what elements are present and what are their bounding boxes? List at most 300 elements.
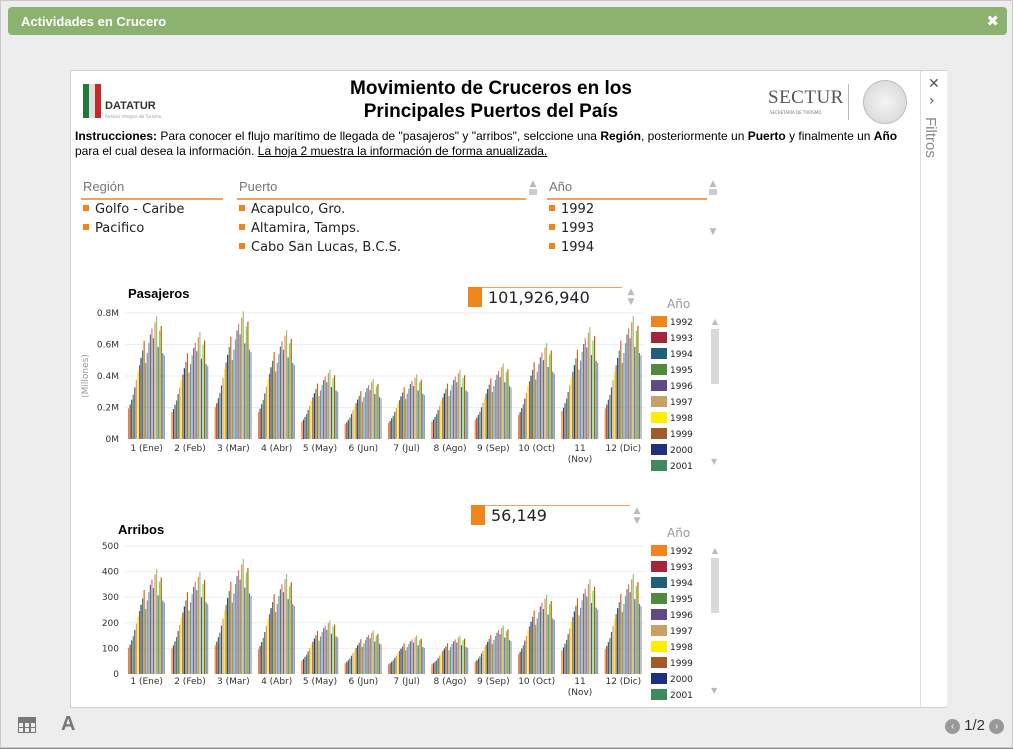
bar <box>619 351 620 439</box>
bar <box>637 582 638 674</box>
legend-item-1995[interactable] <box>651 592 693 608</box>
bar <box>399 651 400 674</box>
bar <box>303 659 304 674</box>
bar <box>506 372 507 439</box>
legend-item-1993[interactable] <box>651 560 693 576</box>
bar <box>608 400 609 439</box>
bar <box>566 399 567 439</box>
scroll-down-icon[interactable]: ▼ <box>633 516 641 526</box>
bar <box>495 380 496 439</box>
bar <box>591 355 592 439</box>
bar <box>438 410 439 439</box>
bar <box>281 584 282 674</box>
flag-icon <box>83 84 101 118</box>
legend-item-1992[interactable] <box>651 544 693 560</box>
bar <box>548 367 549 439</box>
bar <box>408 389 409 439</box>
bar <box>614 371 615 439</box>
bar <box>530 622 531 674</box>
bar <box>326 630 327 674</box>
legend-item-1994[interactable] <box>651 347 693 363</box>
bar <box>137 371 138 439</box>
bar <box>554 620 555 674</box>
bar <box>374 394 375 439</box>
page-title <box>301 77 681 123</box>
bar <box>346 422 347 439</box>
x-tick-label: 2 (Feb) <box>174 444 206 454</box>
close-filters-icon[interactable]: ✕ <box>928 76 940 92</box>
bar <box>329 370 330 439</box>
bar <box>222 378 223 439</box>
bar <box>630 592 631 674</box>
filters-label[interactable]: Filtros <box>922 117 939 158</box>
font-size-icon[interactable]: A <box>61 713 76 735</box>
bar <box>438 658 439 674</box>
legend-item-1998[interactable] <box>651 411 693 427</box>
bar <box>396 408 397 439</box>
bar <box>586 596 587 674</box>
bar <box>418 645 419 674</box>
legend-swatch <box>651 316 667 327</box>
bar <box>322 632 323 674</box>
instructions-part3: y finalmente un <box>785 129 874 143</box>
bar <box>399 400 400 439</box>
legend-item-1999[interactable] <box>651 427 693 443</box>
region-item-golfo-caribe[interactable] <box>81 200 223 219</box>
bar <box>614 619 615 674</box>
bar <box>312 642 313 674</box>
bar <box>230 582 231 674</box>
bar <box>348 420 349 439</box>
legend-item-1995[interactable] <box>651 363 693 379</box>
bar <box>174 405 175 439</box>
bar <box>577 598 578 674</box>
bar <box>456 643 457 674</box>
legend-item-1997[interactable] <box>651 395 693 411</box>
bar <box>204 580 205 674</box>
bar <box>422 394 423 439</box>
bar <box>366 388 367 439</box>
legend-item-2001[interactable] <box>651 459 693 475</box>
legend-item-1994[interactable] <box>651 576 693 592</box>
bar <box>441 653 442 674</box>
region-item-label: Golfo - Caribe <box>95 202 185 217</box>
legend-label: 1995 <box>670 595 693 605</box>
bar <box>404 387 405 439</box>
bar <box>261 642 262 674</box>
bar <box>631 579 632 674</box>
bar <box>478 415 479 439</box>
anio-item-1992[interactable] <box>547 200 707 219</box>
bar <box>466 647 467 674</box>
scroll-down-icon[interactable]: ▼ <box>709 227 717 237</box>
bar <box>589 579 590 674</box>
bar <box>187 592 188 674</box>
bar <box>439 406 440 439</box>
bar <box>459 636 460 674</box>
scroll-up-icon[interactable]: ▲ <box>711 317 719 326</box>
bar <box>184 368 185 439</box>
bar <box>580 361 581 439</box>
legend-swatch <box>651 396 667 407</box>
instructions-lead: Instrucciones: <box>75 129 158 143</box>
bar <box>456 382 457 439</box>
bar <box>227 355 228 439</box>
bar <box>306 414 307 439</box>
scroll-thumb[interactable] <box>709 189 717 195</box>
bar <box>246 327 247 439</box>
bar <box>346 662 347 674</box>
region-item-pacifico[interactable] <box>81 219 223 238</box>
sectur-logo <box>765 80 911 124</box>
bar <box>362 402 363 439</box>
collapse-filters-icon[interactable]: › <box>929 93 935 109</box>
bar <box>569 385 570 439</box>
anio-slicer <box>547 179 707 257</box>
legend-label: 1997 <box>670 627 693 637</box>
bar <box>630 338 631 439</box>
filters-pane[interactable] <box>920 71 947 707</box>
bar <box>467 392 468 439</box>
bar <box>140 605 141 674</box>
puerto-item-altamira[interactable] <box>237 219 526 238</box>
bar <box>482 651 483 674</box>
bar <box>348 660 349 674</box>
bullet-icon <box>549 224 555 230</box>
bar <box>537 618 538 674</box>
bar <box>612 380 613 439</box>
bar <box>458 373 459 439</box>
bar <box>373 630 374 674</box>
bar <box>198 337 199 439</box>
puerto-item-cabo-san-lucas[interactable] <box>237 238 526 257</box>
bar <box>314 639 315 674</box>
bar <box>240 580 241 674</box>
legend-arribos-scrollbar[interactable] <box>711 546 719 695</box>
bar <box>147 353 148 439</box>
bar <box>475 662 476 674</box>
bar <box>288 357 289 439</box>
bar <box>379 397 380 439</box>
bar <box>360 639 361 674</box>
legend-pasajeros <box>651 297 693 475</box>
bar <box>577 350 578 439</box>
bar <box>388 423 389 439</box>
legend-item-2001[interactable] <box>651 688 693 704</box>
bar <box>190 364 191 439</box>
bar <box>226 605 227 674</box>
bar <box>538 612 539 674</box>
bar <box>609 638 610 674</box>
bar <box>564 403 565 439</box>
legend-label: 1996 <box>670 382 693 392</box>
bar <box>481 407 482 439</box>
legend-item-2000[interactable] <box>651 443 693 459</box>
bar <box>181 380 182 439</box>
bar <box>523 404 524 439</box>
scroll-up-icon[interactable]: ▲ <box>529 179 537 189</box>
legend-item-1997[interactable] <box>651 624 693 640</box>
bar <box>250 352 251 439</box>
bar <box>388 664 389 674</box>
instructions-puerto: Puerto <box>747 129 786 143</box>
bar <box>628 328 629 439</box>
bar <box>280 589 281 674</box>
bar <box>490 635 491 674</box>
legend-item-2000[interactable] <box>651 672 693 688</box>
bar <box>563 408 564 439</box>
bar <box>354 406 355 439</box>
bar <box>308 651 309 674</box>
bar <box>404 643 405 674</box>
puerto-item-acapulco[interactable] <box>237 200 526 219</box>
bar <box>187 353 188 439</box>
bar <box>527 386 528 439</box>
bar <box>434 417 435 439</box>
page-indicator: 1/2 <box>964 717 985 734</box>
bar <box>349 417 350 439</box>
bar <box>616 614 617 674</box>
x-tick-label: 12 (Dic) <box>605 444 642 454</box>
bar <box>411 639 412 674</box>
legend-item-1999[interactable] <box>651 656 693 672</box>
bar <box>158 595 159 674</box>
bar <box>608 642 609 674</box>
bar <box>620 594 621 674</box>
anio-slicer-header: Año <box>547 179 707 200</box>
bar <box>266 387 267 439</box>
bar <box>337 637 338 674</box>
legend-label: 1999 <box>670 659 693 669</box>
bar <box>439 656 440 674</box>
window-titlebar <box>8 7 1007 35</box>
sheet2-link[interactable]: La hoja 2 muestra la información de forma anualizada. <box>257 144 548 158</box>
pager <box>945 717 1004 734</box>
bar <box>374 641 375 674</box>
bar <box>357 399 358 439</box>
bar <box>224 369 225 439</box>
bar <box>323 628 324 674</box>
bar <box>336 636 337 674</box>
bar <box>238 324 239 439</box>
y-tick-label: 500 <box>101 542 119 552</box>
bar <box>509 386 510 439</box>
bar <box>617 358 618 439</box>
scroll-thumb[interactable] <box>711 329 719 384</box>
bar <box>433 663 434 674</box>
close-icon[interactable]: ✖ <box>986 12 999 30</box>
bar <box>397 403 398 439</box>
bar <box>278 354 279 439</box>
legend-item-1992[interactable] <box>651 315 693 331</box>
bar <box>283 592 284 674</box>
bar <box>247 322 248 439</box>
x-tick-label: 2 (Feb) <box>174 677 206 687</box>
bar <box>151 328 152 439</box>
scroll-thumb[interactable] <box>711 558 719 613</box>
bar <box>489 385 490 439</box>
bar <box>552 372 553 439</box>
scroll-up-icon[interactable]: ▲ <box>709 179 717 189</box>
bar <box>301 422 302 439</box>
bar <box>136 624 137 674</box>
bar <box>371 382 372 439</box>
legend-label: 1998 <box>670 414 693 424</box>
bar <box>201 359 202 439</box>
bar <box>365 392 366 439</box>
bar <box>535 379 536 439</box>
bar <box>174 641 175 674</box>
bar <box>489 639 490 674</box>
bar <box>161 326 162 439</box>
bar <box>232 603 233 674</box>
bar <box>421 639 422 674</box>
bar <box>537 372 538 439</box>
legend-swatch <box>651 561 667 572</box>
kpi-arribos-value: 56,149 <box>491 506 547 525</box>
bar <box>356 403 357 439</box>
bar <box>493 386 494 439</box>
bar <box>529 381 530 439</box>
bar <box>597 363 598 439</box>
bar <box>588 333 589 439</box>
chart-title-arribos: Arribos <box>118 522 165 537</box>
next-page-icon[interactable]: › <box>989 719 1004 734</box>
legend-item-1998[interactable] <box>651 640 693 656</box>
scroll-up-icon[interactable]: ▲ <box>711 546 719 555</box>
anio-slicer-scrollbar[interactable] <box>708 179 718 237</box>
bar <box>130 645 131 674</box>
bar <box>594 336 595 439</box>
anio-item-1993[interactable] <box>547 219 707 238</box>
bar <box>416 636 417 674</box>
bar <box>532 370 533 439</box>
bar <box>413 386 414 439</box>
scroll-up-icon[interactable]: ▲ <box>627 287 635 297</box>
scroll-thumb[interactable] <box>529 189 537 195</box>
bar <box>370 390 371 439</box>
bar <box>479 412 480 439</box>
divider <box>848 84 849 120</box>
bar <box>464 639 465 674</box>
bar <box>229 591 230 674</box>
sectur-logo-text: SECTUR <box>768 87 844 108</box>
bar <box>284 336 285 439</box>
prev-page-icon[interactable]: ‹ <box>945 719 960 734</box>
bar <box>626 589 627 674</box>
bar <box>486 394 487 439</box>
bar <box>162 353 163 439</box>
legend-swatch <box>651 380 667 391</box>
bar <box>503 625 504 674</box>
bar <box>551 601 552 674</box>
bar <box>520 412 521 439</box>
bar <box>549 604 550 674</box>
bar <box>272 361 273 439</box>
bar <box>393 660 394 674</box>
bar <box>131 640 132 674</box>
y-tick-label: 0.8M <box>96 309 119 319</box>
legend-pasajeros-scrollbar[interactable] <box>711 317 719 466</box>
y-tick-label: 0.6M <box>96 340 119 351</box>
bar <box>373 379 374 439</box>
bar <box>538 364 539 439</box>
scroll-down-icon[interactable]: ▼ <box>627 297 635 307</box>
scroll-down-icon[interactable]: ▼ <box>711 457 718 466</box>
legend-item-1993[interactable] <box>651 331 693 347</box>
bar <box>206 602 207 674</box>
bar <box>619 602 620 674</box>
bar <box>275 372 276 439</box>
bar <box>498 630 499 674</box>
legend-item-1996[interactable] <box>651 379 693 395</box>
bar <box>294 365 295 439</box>
bar <box>526 636 527 674</box>
bar <box>640 355 641 439</box>
bar <box>250 596 251 674</box>
grid-icon[interactable] <box>18 717 36 733</box>
bar <box>552 618 553 674</box>
bar <box>249 350 250 439</box>
bar <box>196 351 197 439</box>
legend-swatch <box>651 593 667 604</box>
legend-label: 1992 <box>670 547 693 557</box>
bar <box>156 316 157 439</box>
legend-item-1996[interactable] <box>651 608 693 624</box>
bar <box>291 582 292 674</box>
bar <box>266 626 267 674</box>
bar <box>540 607 541 674</box>
bar <box>503 363 504 439</box>
scroll-up-icon[interactable]: ▲ <box>633 506 641 516</box>
bar <box>444 649 445 674</box>
bar <box>394 658 395 674</box>
bar <box>380 398 381 439</box>
puerto-slicer-scrollbar[interactable] <box>528 179 538 195</box>
scroll-down-icon[interactable]: ▼ <box>711 686 718 695</box>
bar <box>354 650 355 674</box>
legend-swatch <box>651 545 667 556</box>
bar <box>243 311 244 439</box>
bar <box>462 640 463 674</box>
kpi-arribos-scroller[interactable] <box>632 506 642 526</box>
bar <box>509 640 510 674</box>
bar <box>247 568 248 674</box>
anio-item-1994[interactable] <box>547 238 707 257</box>
bar <box>549 354 550 439</box>
bar <box>622 363 623 439</box>
bar <box>188 373 189 439</box>
bar <box>589 327 590 439</box>
bar <box>142 351 143 439</box>
bar <box>283 350 284 439</box>
bar <box>445 646 446 674</box>
bar <box>153 338 154 439</box>
bar <box>611 387 612 439</box>
bar <box>592 341 593 439</box>
instructions-part4: para el cual desea la información. <box>75 144 258 158</box>
bar <box>563 647 564 674</box>
x-tick-label: 1 (Ene) <box>130 677 163 687</box>
bar <box>496 375 497 439</box>
bar <box>639 353 640 439</box>
bar <box>524 641 525 674</box>
bar <box>640 606 641 674</box>
bar <box>544 348 545 439</box>
bar <box>596 361 597 439</box>
bar <box>424 648 425 674</box>
bar <box>504 382 505 439</box>
